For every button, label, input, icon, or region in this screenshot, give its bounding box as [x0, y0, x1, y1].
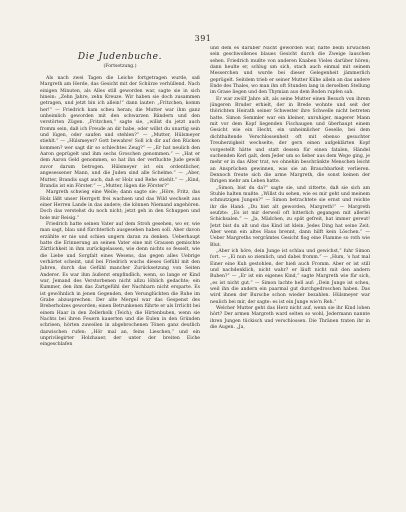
text-columns: [40, 46, 370, 496]
paragraph: „Simon, bist du da?“ sagte sie, und zitterte, daß sie sich am Stuhle halten mußte. „Willst du sehen, wie es mir geht und meinem schmutzigen Jungen?“ — Simon betrachtete sie ernst und reichte ihr die Hand: „Du bist alt geworden, Margreth!“ — Margreth seufzte: „Es ist mir derweil oft bitterlich gegangen mit allerlei Schicksalen.“ — „Ja, Mädchen, zu spät gefreit, hat immer gereut! Jetzt bist du alt und das Kind ist klein. Jedes Ding hat seine Zeit. Aber wenn ein altes Haus brennt, dann hilft kein Löschen.“ — Ueber Margreths vergrämtes Gesicht flog eine Flamme so roth wie Blut.: [210, 185, 370, 248]
left-column: [40, 46, 200, 496]
story-subtitle: (Fortsetzung.): [103, 64, 137, 69]
page-number: 391: [194, 34, 212, 43]
paragraph: Margreth schwieg eine Weile; dann sagte sie: „Höre, Fritz, das Holz läßt unser Herrgott frei wachsen und das Wild wechselt aus einer Herren Lande in das andere; die können Niemand angehören. Doch das verstehst du noch nicht; jetzt geh in den Schuppen und hole mir Reisig.“: [40, 190, 200, 221]
paragraph: und dem es darüber Nacht geworden war, hatte beim Erwachen sein geschwollenes blaues Gesicht durch die Zweige lauschen sehen. Friedrich mußte von anderen Knaben Vieles darüber hören; dann heulte er, schlug um sich, stach auch einmal mit seinem Messerchen und wurde bei dieser Gelegenheit jämmerlich geprügelt. Seitdem trieb er seiner Mutter Kühe allein an das andere Ende des Thales, wo man ihn oft Stunden lang in derselben Stellung im Grase liegen und den Thymian aus dem Boden rupfen sah.: [210, 46, 370, 96]
paragraph: Welcher Mutter geht das Herz nicht auf, wenn sie ihr Kind loben hört? Der armen Margreth ward selten so wohl, Jedermann nannte ihren Jungen tückisch und verschlossen. Die Thränen traten ihr in die Augen. „Ja,: [210, 306, 370, 331]
paragraph: Er war zwölf Jahre alt, als seine Mutter einen Besuch von ihrem jüngeren Bruder erhielt, der in Brede wohnte und seit der thörichten Heirath seiner Schwester ihre Schwelle nicht betreten hatte. Simon Semmler war ein kleiner, unruhiger, magerer Mann mit vor dem Kopf liegenden Fischaugen und überhaupt einem Gesicht wie ein Hecht, ein unheimlicher Geselle, bei dem dichthaltende Verschlossenheit oft mit ebenso gesuchter Treuherzigkeit wechselte, der gern einen aufgeklärten Kopf vorgestellt hätte und statt dessen für einen fatalen, Händel suchenden Kerl galt, dem Jeder um so lieber aus dem Wege ging, je mehr er in das Alter trat, wo ohnehin beschränkte Menschen leicht an Ansprüchen gewinnen, was sie an Brauchbarkeit verlieren. Dennoch freute sich die arme Margreth, die sonst keinen der Ihrigen mehr am Leben hatte.: [210, 96, 370, 185]
paragraph: Als nach zwei Tagen die Leiche fortgetragen wurde, saß Margreth am Herde, das Gesicht mit der Schürze verhüllend. Nach einigen Minuten, als Alles still geworden war, sagte sie in sich hinein: „Zehn Jahre, zehn Kreuze. Wir haben sie doch zusammen getragen, und jetzt bin ich allein!“ dann lauter: „Fritzchen, komm her!“ — Friedrich kam scheu heran; die Mutter war ihm ganz unheimlich geworden mit den schwarzen Bändern und den verstörten Zügen. „Fritzchen,“ sagte sie, „willst du jetzt auch fromm sein, daß ich Freude an dir habe, oder willst du unartig sein und lügen, oder saufen und stehlen?“ — „Mutter, Hülsmeyer stiehlt.“ — „Hülsmeyer? Gott bewahre! Soll ich dir auf den Rücken kommen? wer sagt dir so schlechtes Zeug?“ — „Er hat neulich den Aaron geprügelt und ihm sechs Groschen genommen.“ — „Hat er dem Aaron Geld genommen, so hat ihn der verfluchte Jude gewiß zuvor darum betrogen. Hülsmeyer ist ein ordentlicher, angesessener Mann, und die Juden sind alle Schelme.“ — „Aber, Mutter, Brandis sagt auch, daß er Holz und Rehe stiehlt.“ — „Kind, Brandis ist ein Förster.“ — „Mutter, lügen die Förster?“: [40, 76, 200, 189]
story-title: Die Judenbuche.: [77, 52, 163, 62]
paragraph: „Aber ich höre, dein Junge ist schlau und gewichst,“ fuhr Simon fort. — „Ei nun so ziemlich, und dabei fromm.“ — „Hum, ’s hat mal Einer eine Kuh gestohlen, der hieß auch Fromm. Aber er ist still und nachdenklich, nicht wahr? er läuft nicht mit den andern Buben?“ — „Er ist ein eigenes Kind,“ sagte Margreth wie für sich, „es ist nicht gut.“ — Simon lachte hell auf: „Dein Junge ist scheu, weil ihn die andern ein paarmal gut durchgedroschen haben. Das wird ihnen der Bursche schon wieder bezahlen. Hülsmeyer war neulich bei mir, der sagte: es ist ein Junge wie'n Reh.“: [210, 249, 370, 305]
paragraph: Friedrich hatte seinen Vater auf dem Stroh gesehen, wo er, wie man sagt, blau und fürchterlich ausgesehen haben soll. Aber davon erzählte er nie und schien ungern daran zu denken. Ueberhaupt hatte die Erinnerung an seinen Vater eine mit Grausen gemischte Zärtlichkeit in ihm zurückgelassen, wie denn nichts so fesselt, wie die Liebe und Sorgfalt eines Wesens, das gegen alles Uebrige verhärtet scheint, und bei Friedrich wuchs dieses Gefühl mit den Jahren, durch das Gefühl mancher Zurücksetzung von Seiten Anderer. Es war ihm äußerst empfindlich, wenn, so lange er Kind war, Jemand des Verstorbenen nicht allzu löblich gedachte; ein Kummer, den ihm das Zartgefühl der Nachbarn nicht ersparte. Es ist gewöhnlich in jenen Gegenden, den Verunglückten die Ruhe im Grabe abzusprechen. Der alte Mergel war das Gespenst des Breberholzes geworden; einen Betrunkenen führte er als Irrlicht bei einem Haar in den Zellerkolk (Teich); die Hirtenbuben, wenn sie Nachts bei ihren Feuern kauerten und die Eulen in den Gründen schrieen, hörten zuweilen in abgebrochenen Tönen ganz deutlich dazwischen rufen: „Hör mal an, feins Lieschen,“ und ein unprivilegirter Holzhauer, der unter der breiten Eiche eingeschlafen: [40, 221, 200, 348]
right-column: [210, 46, 370, 496]
